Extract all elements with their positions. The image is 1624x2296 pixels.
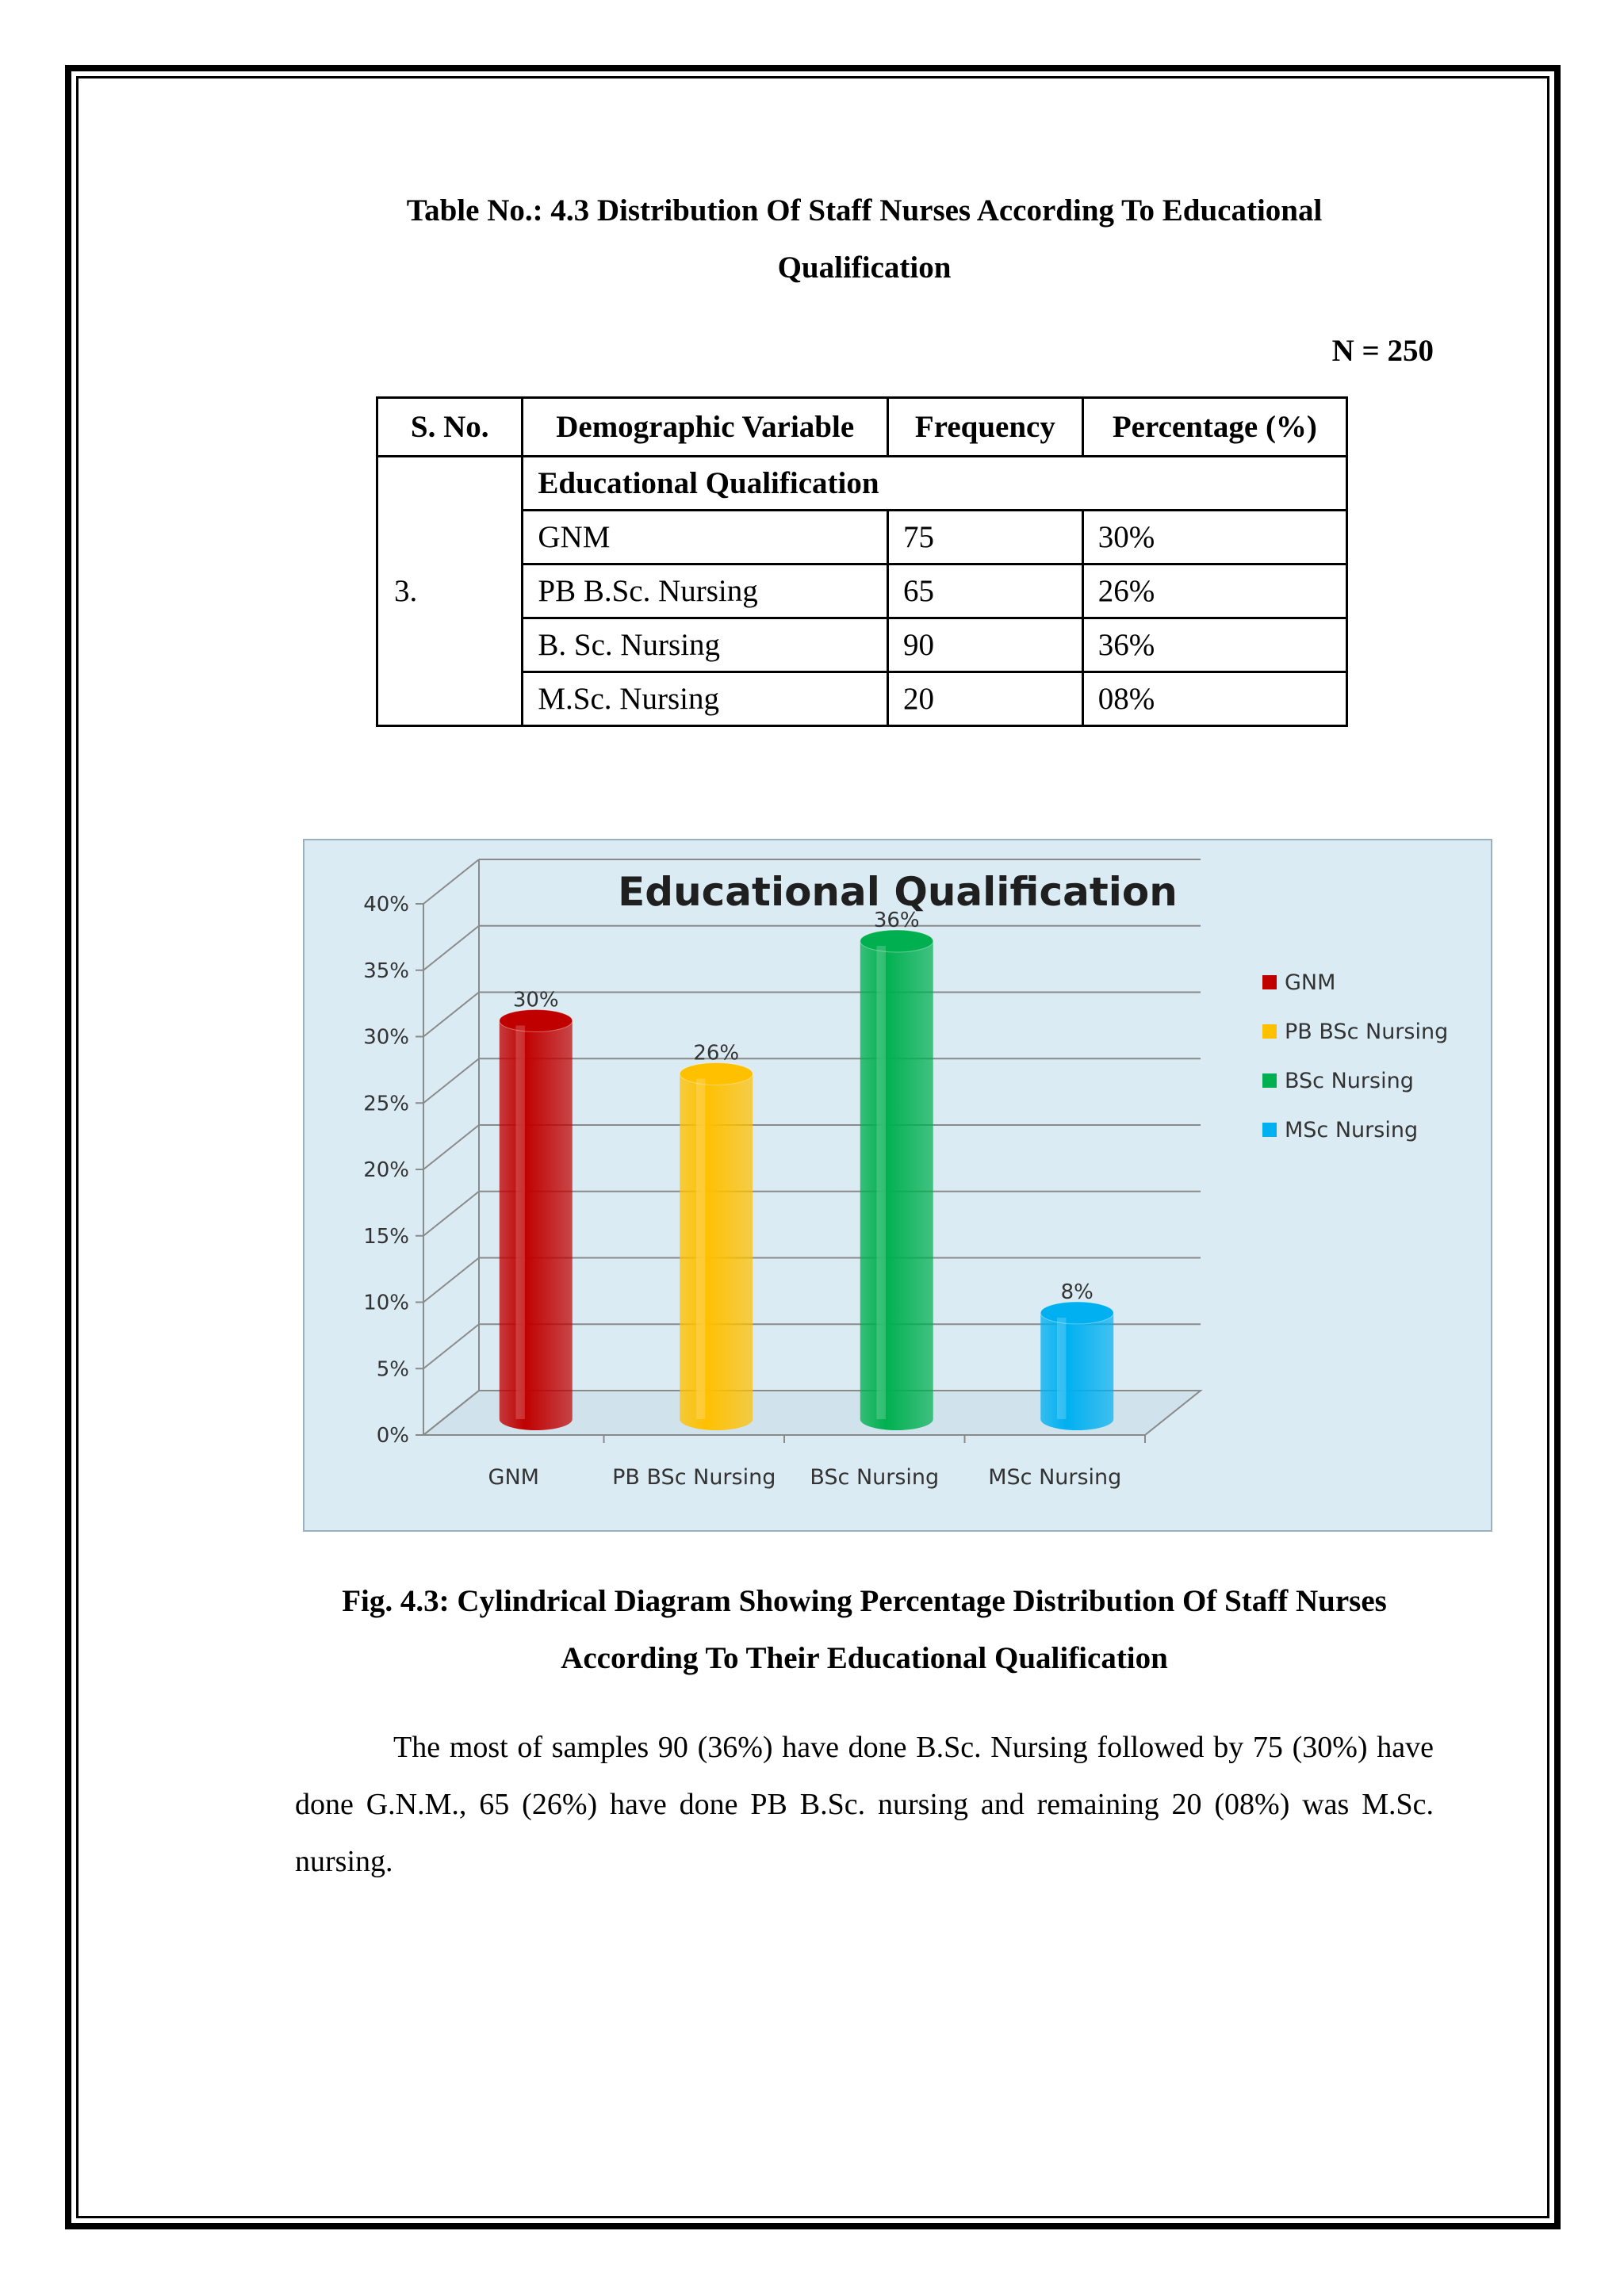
chart-legend	[1262, 970, 1448, 1142]
percentage-cell: 08%	[1082, 672, 1346, 726]
table-row	[377, 564, 1347, 618]
bar-bsc-nursing	[860, 909, 933, 1430]
variable-cell: PB B.Sc. Nursing	[523, 564, 888, 618]
y-tick-label: 25%	[363, 1092, 409, 1116]
variable-cell: B. Sc. Nursing	[523, 618, 888, 672]
data-label: 36%	[873, 909, 920, 932]
sample-size-label: N = 250	[1331, 334, 1434, 368]
table-row	[377, 672, 1347, 726]
bar-top	[500, 1010, 573, 1032]
group-title-cell: Educational Qualification	[523, 457, 1347, 511]
frequency-cell: 20	[887, 672, 1082, 726]
bar-top	[860, 930, 933, 952]
percentage-cell: 36%	[1082, 618, 1346, 672]
bar-highlight	[1057, 1318, 1067, 1419]
y-tick-label: 35%	[363, 959, 409, 983]
legend-swatch	[1262, 975, 1277, 989]
bar-gnm	[500, 989, 573, 1431]
legend-swatch	[1262, 1073, 1277, 1088]
qualification-table	[376, 396, 1348, 727]
legend-item: MSc Nursing	[1285, 1118, 1419, 1142]
data-label: 26%	[693, 1041, 740, 1066]
bar-highlight	[515, 1026, 525, 1420]
header-frequency: Frequency	[887, 398, 1082, 457]
y-tick-label: 15%	[363, 1224, 409, 1249]
y-tick-label: 30%	[363, 1025, 409, 1050]
chart-title: Educational Qualification	[618, 869, 1178, 915]
header-percentage: Percentage (%)	[1082, 398, 1346, 457]
qualification-chart	[303, 839, 1492, 1532]
frequency-cell: 65	[887, 564, 1082, 618]
bar-msc-nursing	[1040, 1280, 1113, 1430]
data-label: 8%	[1060, 1280, 1094, 1304]
legend-item: PB BSc Nursing	[1285, 1020, 1449, 1044]
table-caption	[285, 182, 1443, 297]
figure-caption	[285, 1573, 1443, 1687]
bar-top	[680, 1063, 753, 1085]
figure-caption-line-2: According To Their Educational Qualification	[561, 1641, 1168, 1675]
bar-body	[680, 1074, 753, 1431]
gridline-diagonal	[423, 926, 479, 970]
chart-canvas	[304, 840, 1494, 1533]
paragraph-text: The most of samples 90 (36%) have done B.Sc. Nursing followed by 75 (30%) have done G.N.M., 65 (26%) have done PB B.Sc. nursing and remaining 20 (08%) was M.Sc. nursing.	[295, 1731, 1434, 1878]
frequency-cell: 75	[887, 511, 1082, 564]
bar-body	[500, 1021, 573, 1431]
table-header-row	[377, 398, 1347, 457]
x-tick-label: PB BSc Nursing	[612, 1465, 776, 1490]
percentage-cell: 30%	[1082, 511, 1346, 564]
bar-body	[1040, 1313, 1113, 1430]
table-caption-line-2: Qualification	[777, 251, 952, 285]
gridline-diagonal	[423, 859, 479, 904]
variable-cell: M.Sc. Nursing	[523, 672, 888, 726]
table-caption-line-1: Table No.: 4.3 Distribution Of Staff Nurses According To Educational	[406, 193, 1323, 228]
bar-top	[1040, 1302, 1113, 1324]
gridline-diagonal	[423, 1125, 479, 1169]
interpretation-paragraph	[295, 1719, 1434, 1890]
chart-bars	[500, 909, 1114, 1430]
y-tick-label: 5%	[376, 1357, 409, 1382]
legend-swatch	[1262, 1024, 1277, 1039]
gridline-diagonal	[423, 993, 479, 1037]
x-tick-label: MSc Nursing	[988, 1465, 1122, 1490]
y-tick-label: 40%	[363, 893, 409, 916]
bar-body	[860, 941, 933, 1430]
variable-cell: GNM	[523, 511, 888, 564]
gridline-diagonal	[423, 1058, 479, 1103]
gridline-diagonal	[423, 1324, 479, 1368]
legend-swatch	[1262, 1123, 1277, 1137]
bar-pb-bsc-nursing	[680, 1042, 753, 1431]
header-demographic-variable: Demographic Variable	[523, 398, 888, 457]
serial-number-cell: 3.	[377, 457, 523, 726]
header-serial-number: S. No.	[377, 398, 523, 457]
figure-caption-line-1: Fig. 4.3: Cylindrical Diagram Showing Percentage Distribution Of Staff Nurses	[342, 1584, 1387, 1618]
bar-highlight	[696, 1079, 706, 1420]
frequency-cell: 90	[887, 618, 1082, 672]
percentage-cell: 26%	[1082, 564, 1346, 618]
legend-item: GNM	[1285, 970, 1336, 995]
table-row	[377, 618, 1347, 672]
y-tick-label: 20%	[363, 1158, 409, 1182]
data-label: 30%	[512, 988, 559, 1012]
y-tick-label: 10%	[363, 1291, 409, 1315]
table-row	[377, 511, 1347, 564]
x-tick-label: GNM	[488, 1465, 539, 1490]
y-tick-label: 0%	[376, 1424, 409, 1448]
gridline-diagonal	[423, 1258, 479, 1303]
table-group-row	[377, 457, 1347, 511]
bar-highlight	[876, 946, 886, 1419]
gridline-diagonal	[423, 1192, 479, 1236]
legend-item: BSc Nursing	[1285, 1069, 1414, 1093]
x-tick-label: BSc Nursing	[810, 1465, 940, 1490]
